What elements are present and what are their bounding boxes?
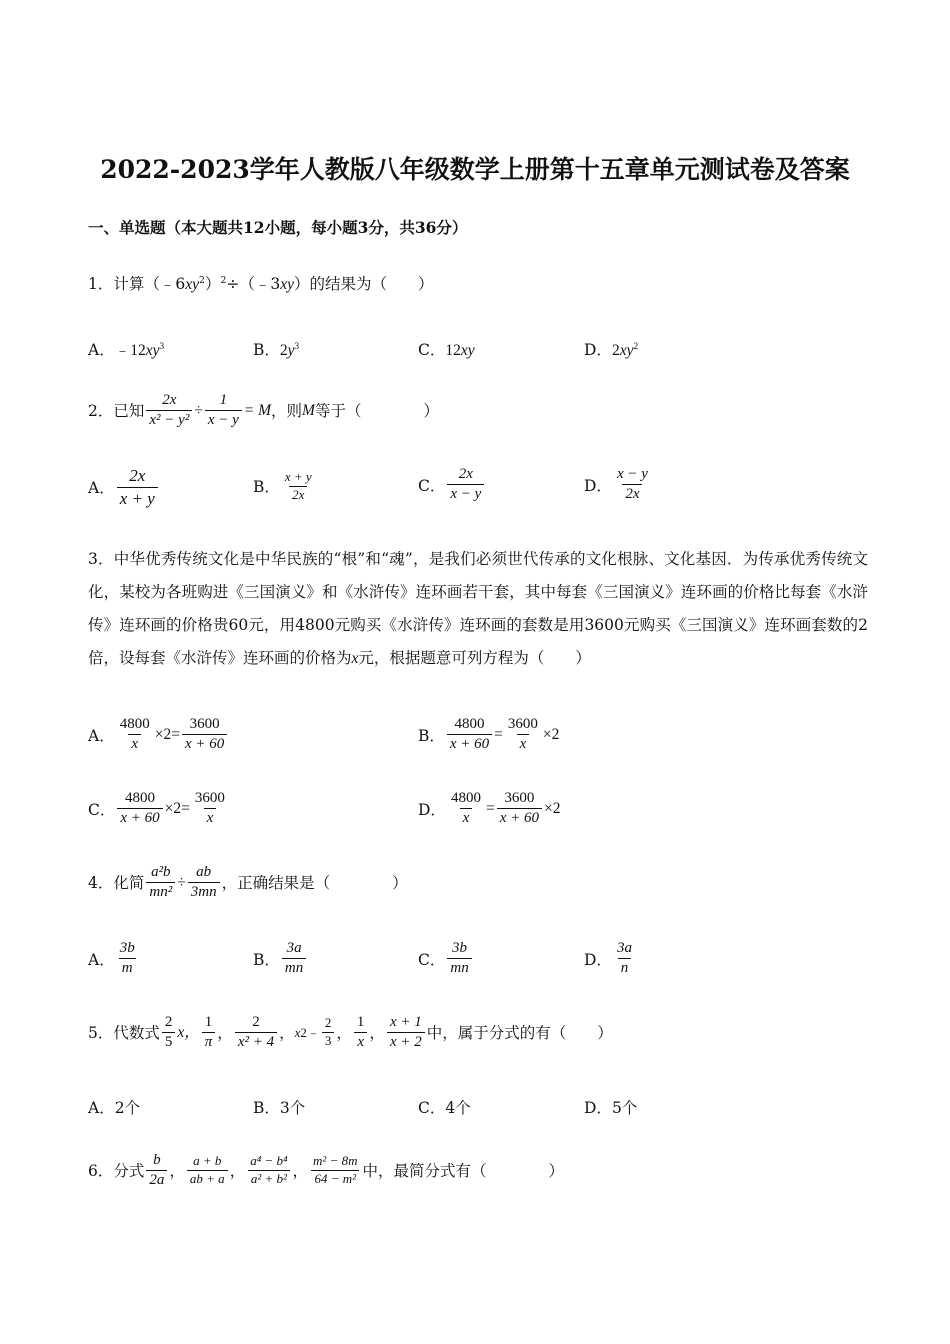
option-label: A． xyxy=(88,726,115,745)
q3-text-b: 元，根据题意可列方程为（ ） xyxy=(358,649,591,667)
fraction-numerator: 2 xyxy=(164,1014,173,1030)
q6-fraction-4 xyxy=(310,1154,360,1187)
option-fraction-right xyxy=(497,790,542,828)
option-fraction-left xyxy=(447,716,492,754)
option-fraction xyxy=(447,940,471,978)
fraction-numerator: 3600 xyxy=(189,716,220,732)
question-1 xyxy=(88,274,434,295)
section-heading: 一、单选题（本大题共12小题，每小题3分，共36分） xyxy=(88,218,468,237)
fraction-denominator: x² − y² xyxy=(146,410,192,429)
fraction-numerator: a⁴ − b⁴ xyxy=(250,1153,288,1169)
question-2 xyxy=(88,392,439,430)
times-two: ×2 xyxy=(164,799,182,817)
q1-option-a[interactable] xyxy=(88,338,164,360)
q1-option-c[interactable] xyxy=(418,338,475,360)
fraction-numerator: x − y xyxy=(616,466,648,482)
option-label: B． xyxy=(253,341,280,359)
fraction-numerator: 3a xyxy=(616,940,632,956)
q1-stem-d: ）的结果为（ ） xyxy=(294,275,434,293)
q1-option-b[interactable] xyxy=(253,338,299,360)
option-coef: 2 xyxy=(279,342,288,359)
fraction-denominator: π xyxy=(202,1032,216,1051)
question-number: 3． xyxy=(88,550,114,568)
question-5: 5． 代数式 $\frac{2}{5}$ x， $\frac{1}{\pi}$ ， $\frac{2}{\text{x² + 4}}$ ， x 2 ﹣ $\frac{2}{3}$ ， $\frac{1}{x}$ ， $\frac{x + 1}{x + 2}$ 中，属于分式的有（ ） xyxy=(88,1014,613,1051)
times-two: ×2 xyxy=(543,799,561,817)
equals-sign: = xyxy=(181,799,190,817)
fraction-numerator: x + 1 xyxy=(389,1014,422,1030)
q6-stem: 分式 xyxy=(113,1161,145,1180)
fraction-numerator: 2 xyxy=(324,1015,332,1031)
comma: ， xyxy=(229,1161,246,1180)
divide-sign: ÷ xyxy=(177,873,186,891)
q1-stem-b: ） xyxy=(204,275,221,293)
fraction-denominator: 2x xyxy=(622,484,642,503)
option-fraction-left xyxy=(117,790,162,828)
fraction-denominator: x + 60 xyxy=(497,808,542,827)
q2-stem: 已知 xyxy=(113,401,145,420)
fraction-numerator: 2x xyxy=(162,392,177,408)
q4-stem-b: ，正确结果是（ ） xyxy=(221,873,408,892)
q3-option-c[interactable] xyxy=(88,790,230,828)
q6-stem-b: 中，最简分式有（ ） xyxy=(362,1161,564,1180)
q5-option-a[interactable] xyxy=(88,1096,140,1118)
option-label: B． xyxy=(418,726,445,745)
fraction-numerator: 2x xyxy=(129,466,146,485)
fraction-denominator: x + y xyxy=(117,487,158,509)
fraction-denominator: x − y xyxy=(447,484,484,503)
equals-sign: = xyxy=(171,725,180,743)
option-var: xy xyxy=(619,342,634,359)
fraction-numerator: 2 xyxy=(252,1014,260,1030)
option-label: D． xyxy=(584,476,612,495)
option-exp: 3 xyxy=(294,341,300,352)
option-var: y xyxy=(287,342,295,359)
option-fraction xyxy=(614,466,651,504)
comma: ， xyxy=(336,1023,352,1042)
q5-fraction-6 xyxy=(387,1014,425,1052)
fraction-numerator: b xyxy=(153,1152,161,1168)
option-fraction-left xyxy=(117,716,153,754)
fraction-numerator: 4800 xyxy=(454,716,485,732)
fraction-denominator: n xyxy=(618,958,632,977)
q3-option-a[interactable] xyxy=(88,716,229,754)
q5-option-d[interactable] xyxy=(584,1096,637,1118)
fraction-denominator: 3mn xyxy=(188,882,220,901)
fraction-denominator: m xyxy=(119,958,136,977)
equals-sign: = xyxy=(494,725,503,743)
option-label: A． xyxy=(88,479,115,498)
option-text: 5个 xyxy=(611,1099,638,1117)
q2-rhs: = M xyxy=(243,401,272,419)
fraction-denominator: x xyxy=(128,734,141,753)
q5-fraction-two-thirds xyxy=(322,1016,335,1049)
q3-option-d[interactable] xyxy=(418,790,560,828)
q5-option-c[interactable] xyxy=(418,1096,471,1118)
fraction-numerator: 1 xyxy=(356,1014,365,1030)
q6-fraction-3 xyxy=(247,1154,290,1187)
option-label: C． xyxy=(418,476,446,495)
q4-option-d[interactable] xyxy=(584,940,637,978)
option-coef: 2 xyxy=(611,342,620,359)
q4-stem: 化简 xyxy=(113,873,145,892)
fraction-denominator: ab + a xyxy=(187,1170,228,1187)
fraction-denominator: x xyxy=(204,808,217,827)
option-label: C． xyxy=(418,1099,446,1117)
q5-x-squared: x xyxy=(294,1024,301,1040)
comma: ， xyxy=(217,1023,233,1042)
option-text: 4个 xyxy=(445,1099,471,1117)
fraction-numerator: 3a xyxy=(286,940,302,956)
fraction-denominator: x + 60 xyxy=(182,734,227,753)
fraction-denominator: 2x xyxy=(289,486,307,503)
q5-fraction-one-over-pi xyxy=(202,1014,216,1052)
fraction-numerator: 3b xyxy=(119,940,135,956)
option-fraction xyxy=(117,466,158,508)
option-text: 3个 xyxy=(279,1099,306,1117)
minus-sign: ﹣ xyxy=(306,1024,320,1040)
option-fraction-left xyxy=(448,790,484,828)
q2-fraction-1 xyxy=(146,392,192,430)
q2-option-b[interactable] xyxy=(253,470,317,503)
fraction-numerator: 4800 xyxy=(450,790,481,806)
q3-text: 中华优秀传统文化是中华民族的“根”和“魂”，是我们必须世代传承的文化根脉、文化基因．为传承优秀传统文化，某校为各班购进《三国演义》和《水浒传》连环画若干套，其中每套《三国演义》连环画的价格比每套《水浒传》连环画的价格贵60元，用4800元购买《水浒传》连环画的套数是用3600元购买《三国演义》连环画套数的2倍，设每套《水浒传》连环画的价格为 xyxy=(88,550,868,667)
fraction-numerator: 3600 xyxy=(194,790,225,806)
equals-sign: = xyxy=(485,799,495,817)
option-exp: 3 xyxy=(159,341,165,352)
q1-var2: xy xyxy=(280,276,294,293)
divide-sign: ÷ xyxy=(194,401,203,419)
fraction-numerator: 3600 xyxy=(504,790,535,806)
option-label: D． xyxy=(584,950,612,969)
option-label: D． xyxy=(418,800,446,819)
fraction-denominator: 5 xyxy=(162,1032,176,1051)
fraction-denominator: 64 − m² xyxy=(311,1170,359,1187)
q2-stem-b: ，则 xyxy=(271,401,303,420)
option-var: xy xyxy=(460,342,475,359)
question-number: 4． xyxy=(88,873,114,892)
fraction-denominator: mn² xyxy=(146,882,175,901)
q1-option-d[interactable] xyxy=(584,338,638,360)
fraction-denominator: x xyxy=(354,1032,367,1051)
option-fraction-right xyxy=(192,790,228,828)
fraction-denominator: x² + 4 xyxy=(235,1032,277,1051)
times-two: ×2 xyxy=(542,725,560,743)
q4-fraction-1 xyxy=(146,864,175,902)
option-label: D． xyxy=(584,341,612,359)
q1-stem: 计算（﹣6 xyxy=(113,275,186,293)
q5-x-term: x， xyxy=(177,1023,200,1041)
option-label: C． xyxy=(418,950,446,969)
comma: ， xyxy=(292,1161,309,1180)
question-number: 2． xyxy=(88,401,114,420)
option-fraction xyxy=(117,940,138,978)
question-4 xyxy=(88,864,408,902)
fraction-numerator: 3600 xyxy=(507,716,538,732)
option-label: A． xyxy=(88,1099,115,1117)
fraction-numerator: 2x xyxy=(458,466,473,482)
option-label: D． xyxy=(584,1099,612,1117)
q6-fraction-1 xyxy=(146,1152,167,1190)
q5-fraction-one-over-x xyxy=(354,1014,368,1052)
fraction-numerator: a + b xyxy=(193,1153,222,1169)
q4-option-a[interactable] xyxy=(88,940,140,978)
option-coef: ﹣12 xyxy=(114,342,146,359)
fraction-denominator: x + 60 xyxy=(447,734,492,753)
option-exp: 2 xyxy=(633,341,639,352)
times-two: ×2 xyxy=(154,725,172,743)
option-fraction-right xyxy=(505,716,541,754)
fraction-denominator: mn xyxy=(447,958,471,977)
q1-stem-c: ÷（﹣3 xyxy=(226,275,281,293)
q5-fraction-3 xyxy=(235,1014,277,1052)
q5-stem-b: 中，属于分式的有（ ） xyxy=(426,1023,613,1042)
q2-fraction-2 xyxy=(205,392,242,430)
option-var: xy xyxy=(145,342,160,359)
q4-option-b[interactable] xyxy=(253,940,308,978)
fraction-denominator: 3 xyxy=(322,1032,335,1049)
page-title: 2022-2023学年人教版八年级数学上册第十五章单元测试卷及答案 xyxy=(100,155,850,184)
fraction-denominator: x − y xyxy=(205,410,242,429)
q3-var: x xyxy=(351,650,359,667)
fraction-denominator: 2a xyxy=(146,1170,167,1189)
fraction-numerator: 4800 xyxy=(119,716,150,732)
option-fraction xyxy=(614,940,635,978)
exponent: 2 xyxy=(199,274,205,286)
comma: ， xyxy=(369,1023,385,1042)
fraction-numerator: x + y xyxy=(284,469,312,484)
exponent: 2 xyxy=(220,274,227,286)
option-label: A． xyxy=(88,341,115,359)
comma: ， xyxy=(279,1023,295,1042)
q4-fraction-2 xyxy=(188,864,220,902)
option-text: 2个 xyxy=(114,1099,141,1117)
option-coef: 12 xyxy=(445,342,461,359)
option-label: B． xyxy=(253,478,280,497)
question-number: 5． xyxy=(88,1023,114,1042)
option-label: B． xyxy=(253,950,280,969)
q5-option-b[interactable] xyxy=(253,1096,305,1118)
fraction-denominator: x xyxy=(460,808,473,827)
question-3 xyxy=(88,543,868,675)
question-number: 1． xyxy=(88,275,114,293)
option-fraction xyxy=(282,940,306,978)
fraction-numerator: a²b xyxy=(151,864,171,880)
q2-stem-c: 等于（ ） xyxy=(314,401,439,420)
option-fraction xyxy=(282,470,315,503)
fraction-numerator: 1 xyxy=(204,1014,213,1030)
fraction-denominator: mn xyxy=(282,958,306,977)
option-label: C． xyxy=(418,341,446,359)
q6-fraction-2 xyxy=(187,1154,228,1187)
fraction-numerator: m² − 8m xyxy=(313,1153,358,1169)
q1-var: xy xyxy=(185,276,200,293)
q2-option-a[interactable] xyxy=(88,466,160,508)
fraction-denominator: x + 60 xyxy=(117,808,162,827)
question-6 xyxy=(88,1152,564,1190)
q2-option-d[interactable] xyxy=(584,466,653,504)
q3-option-b[interactable] xyxy=(418,716,559,754)
option-label: C． xyxy=(88,800,116,819)
fraction-denominator: a² + b² xyxy=(248,1170,290,1187)
q5-fraction-two-fifths xyxy=(162,1014,176,1052)
comma: ， xyxy=(169,1161,185,1180)
fraction-numerator: 1 xyxy=(219,392,228,408)
question-number: 6． xyxy=(88,1161,114,1180)
q2-option-c[interactable] xyxy=(418,466,486,504)
option-label: A． xyxy=(88,950,115,969)
option-fraction xyxy=(447,466,484,504)
fraction-denominator: x + 2 xyxy=(387,1032,425,1051)
fraction-denominator: x xyxy=(517,734,530,753)
q5-stem: 代数式 xyxy=(113,1023,160,1042)
q4-option-c[interactable] xyxy=(418,940,474,978)
option-label: B． xyxy=(253,1099,280,1117)
option-fraction-right xyxy=(182,716,227,754)
fraction-numerator: 4800 xyxy=(125,790,156,806)
fraction-numerator: ab xyxy=(196,864,212,880)
q2-var: M xyxy=(302,401,315,419)
fraction-numerator: 3b xyxy=(452,940,468,956)
